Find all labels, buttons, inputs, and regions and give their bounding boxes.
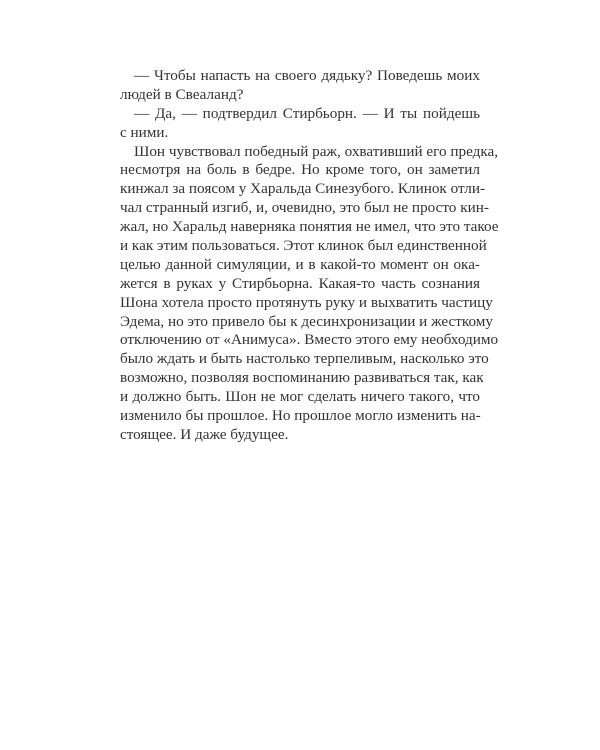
text-line: целью данной симуляции, и в какой-то момент он ока- [120, 255, 480, 273]
text-line: изменило бы прошлое. Но прошлое могло изменить на- [120, 407, 481, 425]
text-line: и должно быть. Шон не мог сделать ничего такого, что [120, 388, 480, 406]
text-line: стоящее. И даже будущее. [120, 425, 289, 443]
text-line: кинжал за поясом у Харальда Синезубого. Клинок отли- [120, 180, 486, 198]
text-line: и как этим пользоваться. Этот клинок был единственной [120, 237, 487, 255]
text-line: несмотря на боль в бедре. Но кроме того, он заметил [120, 161, 480, 179]
text-line: людей в Свеаланд? [120, 85, 244, 103]
text-line: Шона хотела просто протянуть руку и выхватить частицу [120, 293, 493, 311]
text-line: жется в руках у Стирбьорна. Какая-то часть сознания [120, 274, 480, 292]
text-line: возможно, позволяя воспоминанию развиваться так, как [120, 369, 484, 387]
text-line: Эдема, но это привело бы к десинхронизации и жесткому [120, 312, 493, 330]
text-line: — Чтобы напасть на своего дядьку? Поведешь моих [134, 67, 480, 84]
text-line: отключению от «Анимуса». Вместо этого ему необходимо [120, 331, 499, 349]
text-line: жал, но Харальд наверняка понятия не имел, что это такое [120, 218, 499, 236]
text-line: с ними. [120, 123, 169, 141]
body-text [120, 67, 499, 445]
text-line: Шон чувствовал победный раж, охвативший его предка, [134, 142, 499, 160]
text-line: — Да, — подтвердил Стирбьорн. — И ты пойдешь [134, 104, 480, 122]
text-line: чал странный изгиб, и, очевидно, это был не просто кин- [120, 199, 489, 217]
text-line: было ждать и быть настолько терпеливым, насколько это [120, 350, 489, 368]
